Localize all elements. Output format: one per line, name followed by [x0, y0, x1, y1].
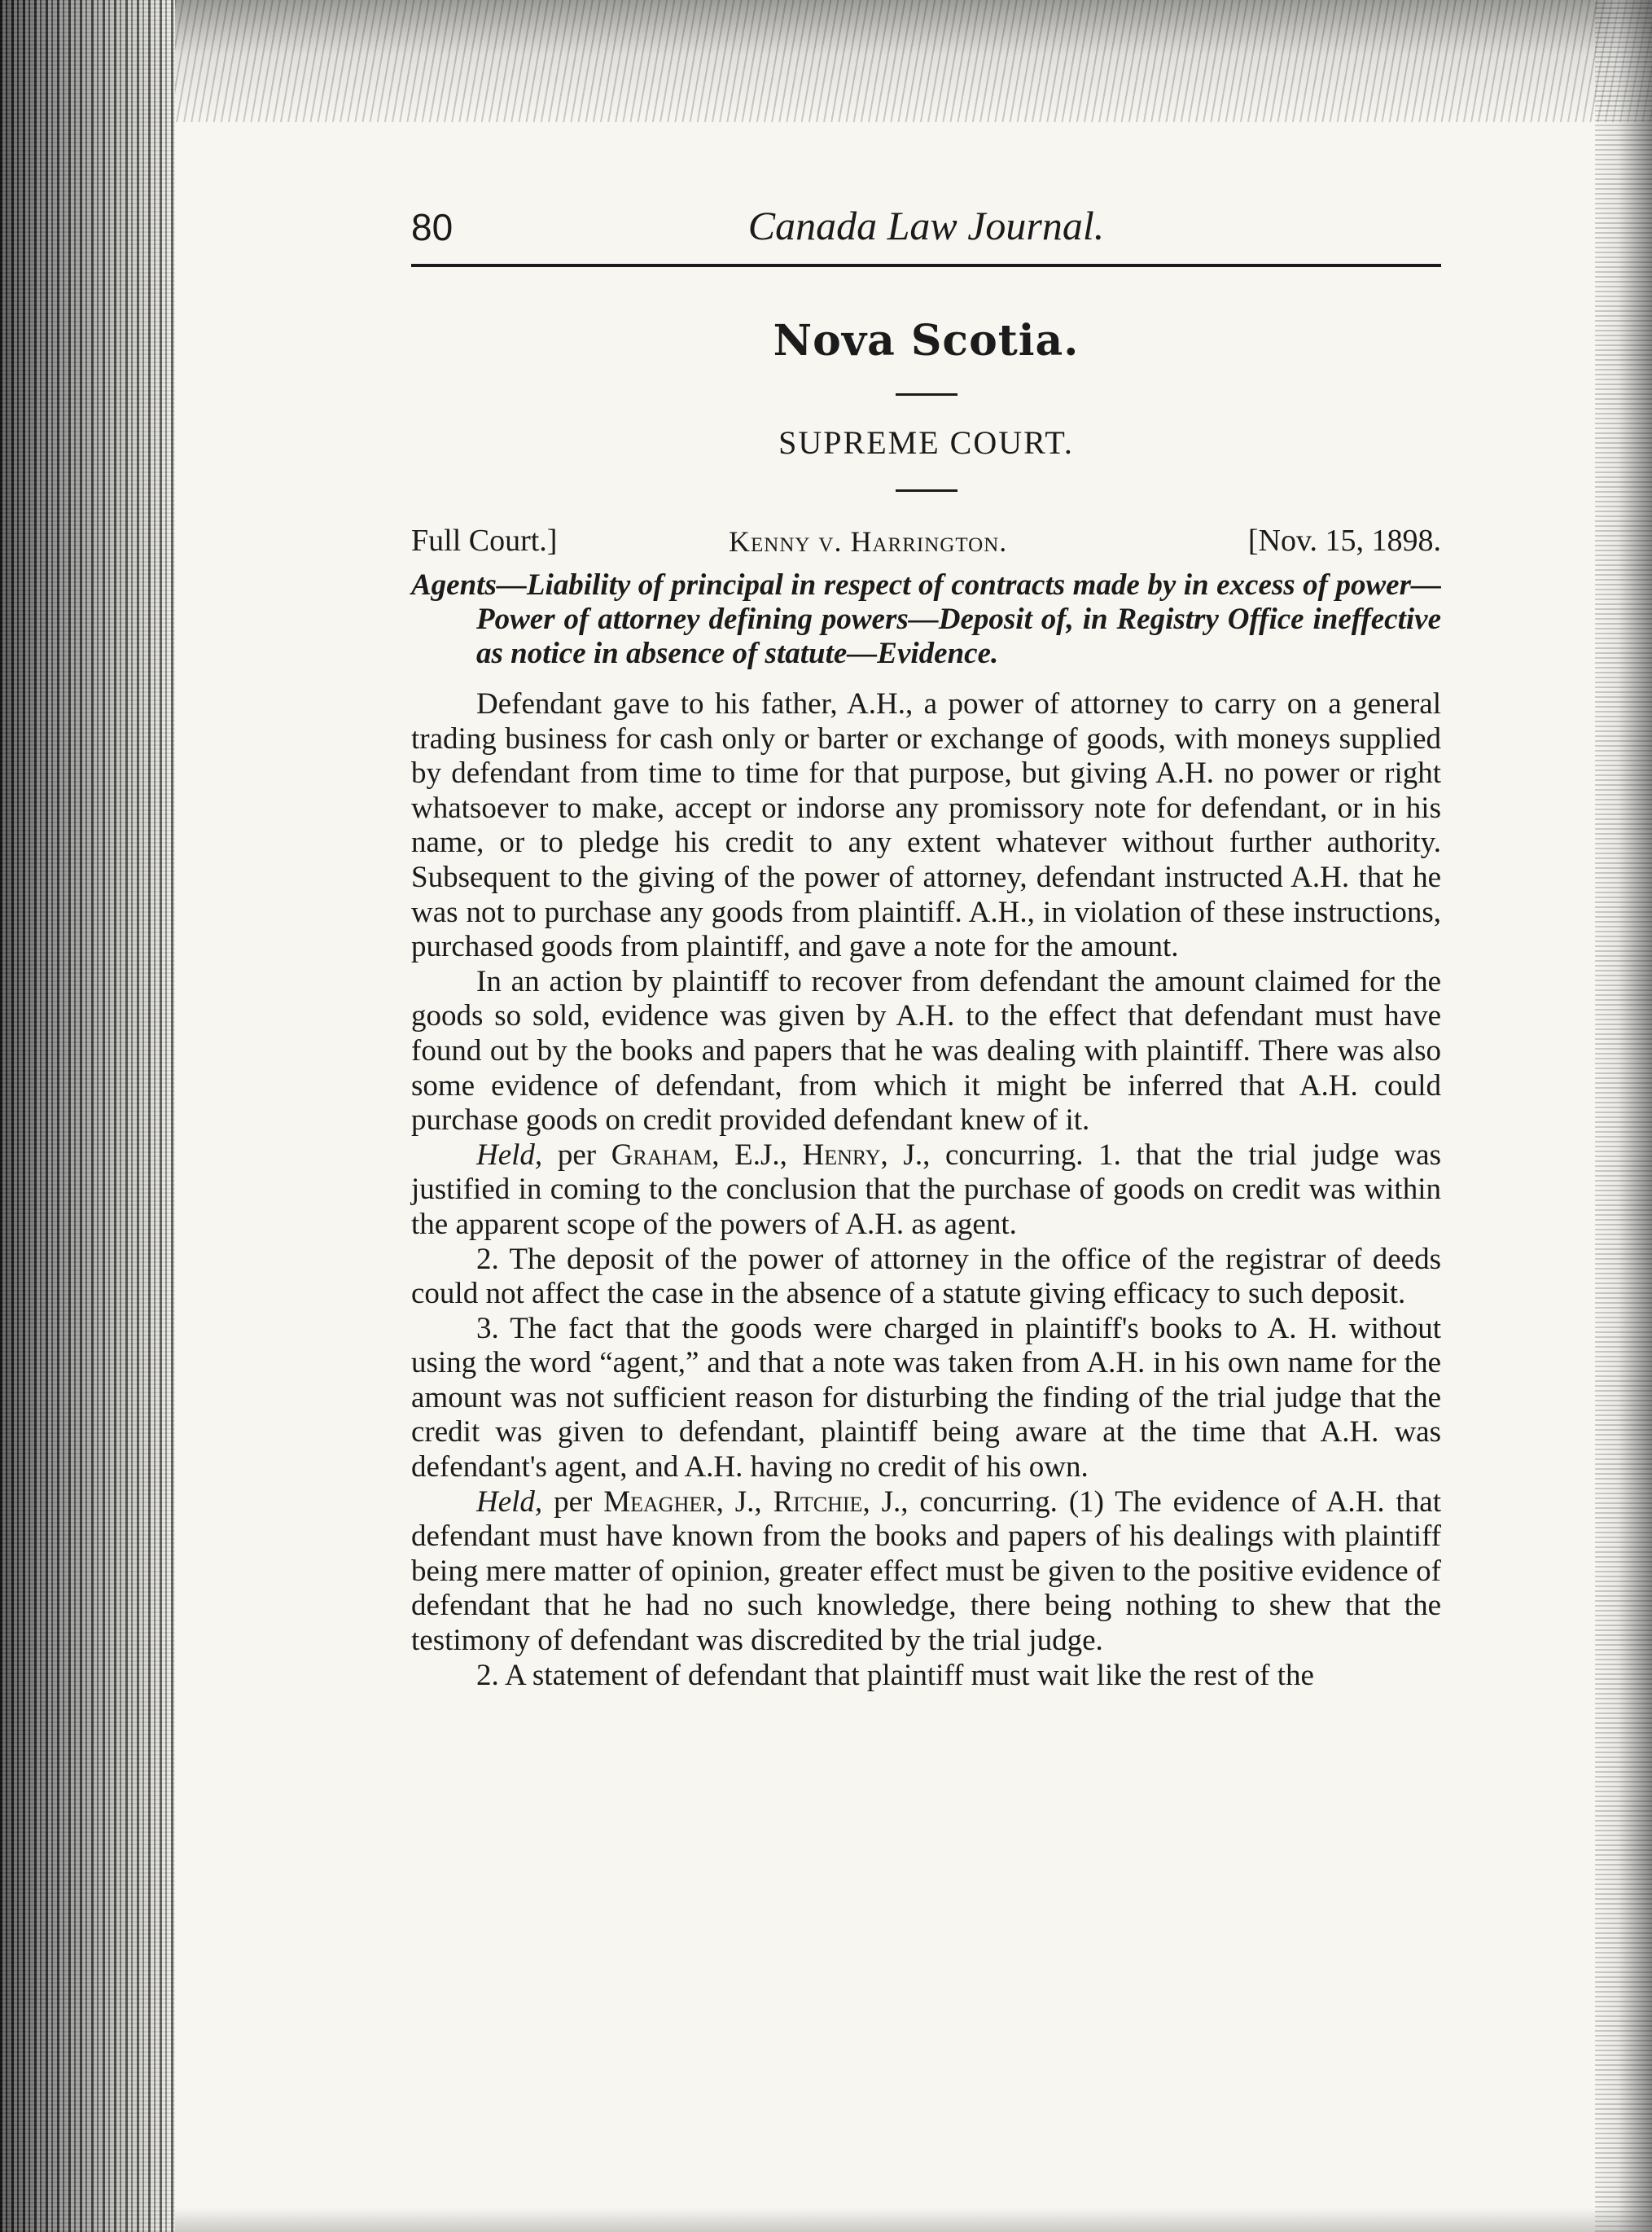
case-body [411, 687, 1441, 1693]
scan-shadow-right [1595, 0, 1652, 2232]
header-rule [411, 264, 1441, 267]
judge-name: Ritchie, [773, 1484, 870, 1519]
section-title: Nova Scotia. [773, 316, 1080, 366]
scan-shadow-bottom [175, 2208, 1652, 2232]
headnote: Agents—Liability of principal in respect of contracts made by in excess of power—Power of attorney defining powers—Deposit of, in Registry Office ineffective as notice in absence of statute—Evidence. [411, 568, 1441, 670]
paragraph-holding-2: 2. The deposit of the power of attorney in the office of the registrar of deeds could not affect the case in the absence of a statute giving efficacy to such deposit. [411, 1242, 1441, 1311]
per-text: per [542, 1138, 611, 1172]
paragraph-action: In an action by plaintiff to recover from defendant the amount claimed for the goods so sold, evidence was given by A.H. to the effect that defendant must have found out by the books and papers that he was dealing with plaintiff. There was also some evidence of defendant, from which it might be inferred that A.H. could purchase goods on credit provided defendant knew of it. [411, 964, 1441, 1138]
court-name: SUPREME COURT. [778, 424, 1074, 461]
held-label: Held, [476, 1138, 543, 1172]
page-number: 80 [411, 206, 454, 248]
case-caption [411, 523, 1441, 562]
holding-text: J., concurring. 1. that the trial judge was justified in coming to the conclusion that the purchase of goods on credit was within the apparent scope of the powers of A.H. as agent. [411, 1138, 1442, 1241]
paragraph-held-meagher [411, 1485, 1441, 1659]
paragraph-holding-3: 3. The fact that the goods were charged in plaintiff's books to A. H. without using the word “agent,” and that a note was taken from A.H. in his own name for the amount was not sufficient reason for disturbing the finding of the trial judge that the credit was given to defendant, plaintiff being aware at the time that A.H. was defendant's agent, and A.H. having no credit of his own. [411, 1311, 1441, 1484]
running-head [411, 195, 1441, 252]
holding-text: J., concurring. (1) The evidence of A.H. that defendant must have known from the books and papers of his dealings with plaintiff being mere matter of opinion, greater effect must be given to the positive evidence of defendant that he had no such knowledge, there being nothing to shew that the testimony of defendant was discredited by the trial judge. [411, 1484, 1442, 1658]
paragraph-held-graham [411, 1138, 1441, 1243]
paragraph-facts: Defendant gave to his father, A.H., a power of attorney to carry on a general trading business for cash only or barter or exchange of goods, with moneys supplied by defendant from time to time for that purpose, but giving A.H. no power or right whatsoever to make, accept or indorse any promissory note for defendant, or in his name, or to pledge his credit to any extent whatever without further authority. Subsequent to the giving of the power of attorney, defendant instructed A.H. that he was not to purchase any goods from plaintiff. A.H., in violation of these instructions, purchased goods from plaintiff, and gave a note for the amount. [411, 687, 1441, 964]
per-text: per [542, 1484, 604, 1519]
case-name: Kenny v. Harrington. [729, 525, 1008, 558]
journal-page [411, 195, 1441, 1693]
judge-name: Meagher, [603, 1484, 724, 1519]
scan-shadow-left [0, 0, 175, 2232]
judge-title: E.J., [719, 1138, 803, 1172]
journal-title: Canada Law Journal. [747, 203, 1105, 248]
held-label: Held, [476, 1484, 543, 1519]
court-tag: Full Court.] [411, 524, 558, 558]
court-divider [896, 489, 957, 492]
judge-name: Graham, [611, 1138, 720, 1172]
paragraph-holding-meagher-2: 2. A statement of defendant that plaintiff must wait like the rest of the [476, 1658, 1314, 1692]
scan-shadow-top [175, 0, 1652, 122]
section-divider [896, 393, 957, 396]
judge-title: J., [723, 1484, 773, 1519]
judge-name: Henry, [802, 1138, 888, 1172]
case-date: [Nov. 15, 1898. [1247, 524, 1441, 558]
